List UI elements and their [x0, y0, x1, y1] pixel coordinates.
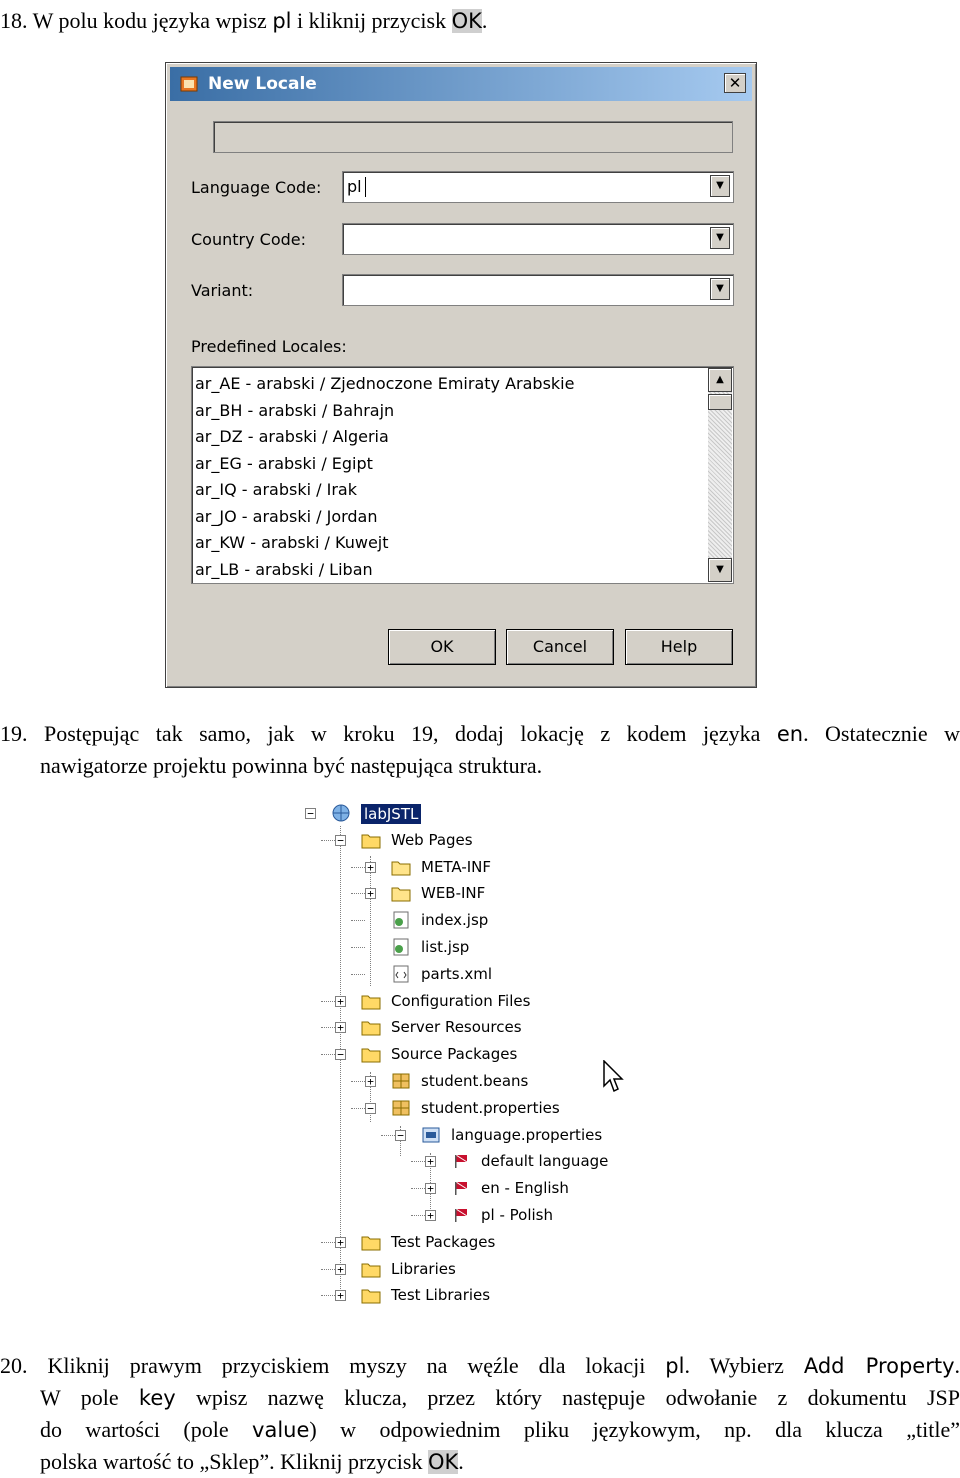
tree-connector	[321, 840, 335, 841]
package-icon	[391, 1072, 411, 1090]
expand-icon[interactable]: +	[335, 996, 346, 1007]
xml-file-icon	[391, 965, 411, 983]
step-19-line-2: nawigatorze projektu powinna być następująca struktura.	[40, 753, 543, 778]
tree-node-label[interactable]: Configuration Files	[391, 991, 531, 1010]
list-item[interactable]: ar_LB - arabski / Liban	[195, 559, 373, 579]
step-19-text-after: . Ostatecznie w	[803, 721, 960, 746]
step-20-line-3	[0, 1414, 960, 1446]
step-20-key: key	[138, 1386, 176, 1410]
step-20-value: value	[252, 1418, 310, 1442]
chevron-down-icon[interactable]: ▼	[710, 175, 730, 197]
app-cup-icon	[179, 74, 199, 94]
list-item[interactable]: ar_JO - arabski / Jordan	[195, 506, 378, 526]
step-18-text-before: W polu kodu języka wpisz	[32, 8, 273, 33]
scroll-down-icon[interactable]: ▼	[708, 558, 732, 582]
library-folder-icon	[361, 1260, 381, 1278]
step-18-code: pl	[272, 9, 292, 33]
list-item[interactable]: ar_EG - arabski / Egipt	[195, 453, 373, 473]
project-globe-icon	[331, 804, 351, 822]
expand-icon[interactable]: +	[365, 862, 376, 873]
tree-node-label[interactable]: student.beans	[421, 1072, 529, 1090]
step-19-text-before: Postępując tak samo, jak w kroku 19, dodaj lokację z kodem języka	[43, 721, 777, 746]
tree-node-label[interactable]: parts.xml	[421, 964, 493, 983]
scrollbar-thumb[interactable]	[708, 394, 732, 410]
expand-icon[interactable]: +	[365, 888, 376, 899]
list-item[interactable]: ar_KW - arabski / Kuwejt	[195, 533, 389, 552]
dialog-title: New Locale	[208, 74, 317, 94]
list-scrollbar[interactable]	[708, 368, 732, 582]
tree-connector	[351, 1081, 365, 1082]
step-20-text: do wartości (pole	[40, 1417, 253, 1442]
tree-connector	[321, 1001, 335, 1002]
tree-node-label[interactable]: language.properties	[451, 1125, 603, 1144]
list-item[interactable]: ar_BH - arabski / Bahrajn	[195, 400, 395, 420]
tree-connector	[321, 1242, 335, 1243]
collapse-icon[interactable]: −	[365, 1103, 376, 1114]
expand-icon[interactable]: +	[335, 1237, 346, 1248]
tree-node-label[interactable]: META-INF	[421, 857, 492, 876]
tree-node-label[interactable]: pl - Polish	[481, 1206, 553, 1224]
step-19-line-1	[0, 718, 960, 750]
package-icon	[391, 1099, 411, 1117]
tree-connector	[351, 920, 365, 921]
tree-node-label[interactable]: Source Packages	[391, 1045, 518, 1064]
country-code-label: Country Code:	[191, 230, 306, 249]
language-code-input[interactable]: pl	[347, 177, 362, 196]
folder-icon	[391, 884, 411, 902]
locale-flag-icon	[451, 1179, 471, 1197]
step-20-command: Add Property	[803, 1354, 955, 1378]
library-folder-icon	[361, 1286, 381, 1304]
step-19-code: en	[776, 722, 804, 746]
step-20-line-4	[0, 1446, 960, 1478]
tree-connector	[321, 1269, 335, 1270]
new-locale-dialog	[165, 62, 757, 688]
properties-file-icon	[421, 1126, 441, 1144]
step-20-code: pl	[665, 1354, 685, 1378]
step-20-text: .	[954, 1353, 960, 1378]
config-folder-icon	[361, 992, 381, 1010]
tree-node-label[interactable]: student.properties	[421, 1098, 560, 1117]
chevron-down-icon[interactable]: ▼	[710, 227, 730, 249]
step-20-text: W pole	[40, 1385, 139, 1410]
tree-connector	[321, 1054, 335, 1055]
step-20-line-1	[0, 1350, 960, 1382]
tree-node-label[interactable]: default language	[481, 1152, 609, 1171]
collapse-icon[interactable]: −	[395, 1130, 406, 1141]
step-20-line-2	[0, 1382, 960, 1414]
message-area	[213, 121, 733, 153]
dialog-titlebar[interactable]	[170, 67, 752, 101]
variant-combo[interactable]	[342, 274, 734, 306]
folder-icon	[391, 858, 411, 876]
expand-icon[interactable]: +	[335, 1264, 346, 1275]
collapse-icon[interactable]: −	[305, 808, 316, 819]
step-20-text: ) w odpowiednim pliku językowym, np. dla klucza „title”	[309, 1417, 960, 1442]
tree-node-label[interactable]: index.jsp	[421, 911, 489, 930]
collapse-icon[interactable]: −	[335, 1049, 346, 1060]
tree-connector	[411, 1161, 425, 1162]
predefined-locales-label: Predefined Locales:	[191, 337, 347, 356]
list-item[interactable]: ar_IQ - arabski / Irak	[195, 480, 357, 499]
ok-button[interactable]: OK	[388, 629, 496, 665]
tree-node-label[interactable]: Test Libraries	[391, 1286, 491, 1305]
language-code-label: Language Code:	[191, 178, 322, 197]
help-button[interactable]: Help	[625, 629, 733, 665]
tree-connector	[411, 1188, 425, 1189]
list-item[interactable]: ar_DZ - arabski / Algeria	[195, 427, 389, 446]
step-20-button-ref: OK	[427, 1450, 459, 1474]
step-18-text-middle: i kliknij przycisk	[291, 8, 452, 33]
tree-node-label[interactable]: WEB-INF	[421, 884, 486, 903]
tree-node-label[interactable]: Web Pages	[391, 830, 473, 849]
chevron-down-icon[interactable]: ▼	[710, 278, 730, 300]
tree-node-label[interactable]: Test Packages	[391, 1232, 496, 1251]
expand-icon[interactable]: +	[425, 1183, 436, 1194]
country-code-combo[interactable]	[342, 223, 734, 255]
tree-connector	[340, 826, 341, 1301]
tree-node-label[interactable]: Server Resources	[391, 1018, 522, 1037]
step-20-text: wpisz nazwę klucza, przez który następuje odwołanie z dokumentu JSP	[175, 1385, 960, 1410]
expand-icon[interactable]: +	[335, 1022, 346, 1033]
tree-connector	[351, 974, 365, 975]
web-folder-icon	[361, 831, 381, 849]
expand-icon[interactable]: +	[365, 1076, 376, 1087]
step-18-button-ref: OK	[451, 9, 482, 33]
list-item[interactable]: ar_AE - arabski / Zjednoczone Emiraty Arabskie	[195, 374, 575, 393]
tree-connector	[411, 1215, 425, 1216]
step-20-number: 20.	[0, 1353, 28, 1378]
step-19-number: 19.	[0, 721, 28, 746]
tree-node-label[interactable]: Libraries	[391, 1259, 456, 1278]
tree-connector	[351, 947, 365, 948]
locale-flag-icon	[451, 1206, 471, 1224]
cancel-button[interactable]: Cancel	[506, 629, 614, 665]
tree-node-label[interactable]: list.jsp	[421, 938, 470, 956]
step-20-text: .	[458, 1449, 464, 1474]
step-18-paragraph	[0, 5, 960, 37]
tree-root-label[interactable]: labJSTL	[361, 804, 421, 824]
expand-icon[interactable]: +	[425, 1210, 436, 1221]
step-20-text: . Wybierz	[684, 1353, 804, 1378]
tree-connector	[351, 893, 365, 894]
text-caret	[365, 177, 366, 197]
expand-icon[interactable]: +	[425, 1156, 436, 1167]
tree-connector	[321, 1295, 335, 1296]
step-20-text: Kliknij prawym przyciskiem myszy na węźle dla lokacji	[47, 1353, 666, 1378]
project-navigator-tree	[295, 800, 655, 1320]
step-18-number: 18.	[0, 8, 28, 33]
server-folder-icon	[361, 1018, 381, 1036]
collapse-icon[interactable]: −	[335, 835, 346, 846]
mouse-pointer-icon	[603, 1060, 625, 1094]
step-20-paragraph	[0, 1350, 960, 1478]
scroll-up-icon[interactable]: ▲	[708, 368, 732, 392]
step-18-text-after: .	[481, 8, 488, 33]
close-icon: ✕	[728, 74, 742, 92]
language-code-combo[interactable]	[342, 171, 734, 203]
test-folder-icon	[361, 1233, 381, 1251]
tree-node-label[interactable]: en - English	[481, 1179, 569, 1198]
variant-label: Variant:	[191, 281, 254, 300]
tree-connector	[351, 1108, 365, 1109]
locale-flag-icon	[451, 1152, 471, 1170]
step-19-paragraph	[0, 718, 960, 781]
tree-connector	[321, 1027, 335, 1028]
jsp-file-icon	[391, 938, 411, 956]
jsp-file-icon	[391, 911, 411, 929]
expand-icon[interactable]: +	[335, 1290, 346, 1301]
tree-connector	[370, 856, 371, 986]
source-folder-icon	[361, 1045, 381, 1063]
close-button[interactable]	[724, 73, 746, 93]
step-20-text: polska wartość to „Sklep”. Kliknij przycisk	[40, 1449, 428, 1474]
predefined-locales-list[interactable]	[191, 366, 734, 584]
tree-connector	[351, 867, 365, 868]
tree-connector	[381, 1135, 395, 1136]
